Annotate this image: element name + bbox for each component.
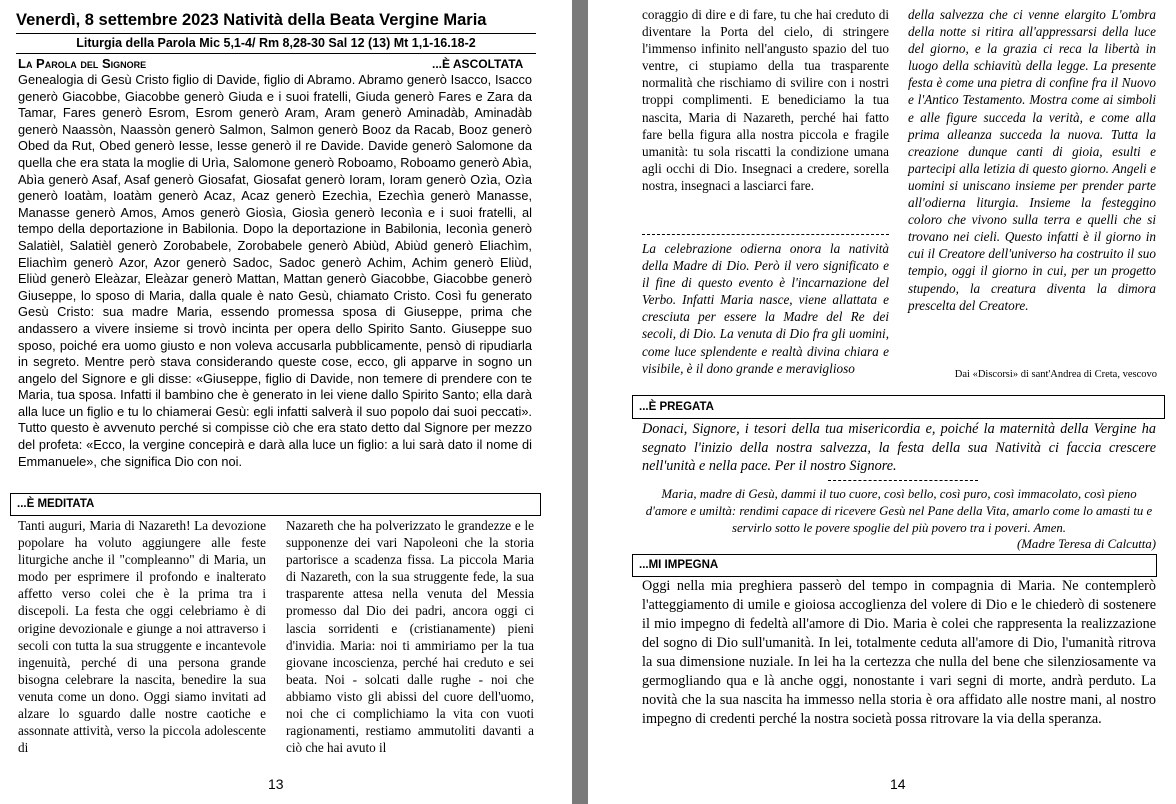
meditation-column-2: Nazareth che ha polverizzato le grandezze e le supponenze dei vari Napoleoni che la storia partorisce a scadenza fissa. La piccola Maria di Nazareth, con la sua struggente fede, la sua trasparente attesa nella venuta del Messia promesso dal Dio dei padri, ancora oggi ci lascia sorridenti e (cristianamente) pieni d'invidia. Maria: noi ti ammiriamo per la tua giovane incoscienza, perché hai creduto e sei beata. Noi - solcati dalle rughe - noi che abbiamo visto gli abissi del cuore dell'uomo, noi che ci complichiamo la vita con vuoti ragionamenti, restiamo ammutoliti davanti a ciò che hai avuto il	[286, 518, 534, 756]
reading-text-left: La celebrazione odierna onora la natività della Madre di Dio. Però il vero significato e il fine di questo evento è l'incarnazione del Verbo. Infatti Maria nasce, viene allattata e cresciuta per essere la Madre del Re dei secoli, di Dio. La venuta di Dio fra gli uomini, come luce splendente e realtà divina chiara e visibile, è il dono grande e meraviglioso	[642, 241, 889, 376]
title-rule	[16, 33, 536, 34]
page-number: 13	[268, 776, 284, 792]
meditation-column-1: Tanti auguri, Maria di Nazareth! La devozione popolare ha voluto aggiungere alle feste liturgiche anche il "compleanno" di Maria, un modo per esprimere il profondo e inalterato affetto verso colei che è la prima tra i discepoli. La festa che oggi celebriamo è di origine devozionale e giunge a noi attraverso i secoli con tutta la sua struggente e incantevole ingenuità, perché di una persona grande bisogna celebrare la nascita, benedire la sua venuta come un dono. Oggi siamo invitati ad alzare lo sguardo dalle nostre caotiche e assonnate attività, verso la piccola adolescente di	[18, 518, 266, 756]
page-title: Venerdì, 8 settembre 2023 Natività della Beata Vergine Maria	[16, 11, 487, 29]
teresa-quote: Maria, madre di Gesù, dammi il tuo cuore, così bello, così puro, così immacolato, così pieno d'amore e umiltà: rendimi capace di ricevere Gesù nel Pane della Vita, amarlo come lo amasti tu e servirlo sotto le povere spoglie del più povero tra i poveri. Amen.	[645, 487, 1153, 536]
teresa-attribution: (Madre Teresa di Calcutta)	[1017, 537, 1156, 551]
liturgy-line: Liturgia della Parola Mic 5,1-4/ Rm 8,28-30 Sal 12 (13) Mt 1,1-16.18-2	[76, 36, 476, 50]
page-13	[0, 0, 572, 804]
divider-dashed	[642, 234, 889, 235]
page-14	[588, 0, 1176, 804]
meditation-continued: coraggio di dire e di fare, tu che hai creduto di diventare la Porta del cielo, di stringere l'immenso infinito nell'angusto spazio del tuo ventre, ci stupiamo della tua trasparente normalità che rischiamo di svilire con i nostri troppi complimenti. E benediciamo la tua nascita, Maria di Nazareth, perché hai fatto fare bella figura alla nostra piccola e fragile umanità: tu sola riscatti la condizione umana agli occhi di Dio. Insegnaci a credere, sorella nostra, insegnaci a lasciarci fare.	[642, 7, 889, 193]
prayer-text: Donaci, Signore, i tesori della tua misericordia e, poiché la maternità della Vergine ha segnato l'inizio della nostra salvezza, la festa della sua Natività ci faccia crescere nell'unità e nella pace. Per il nostro Signore.	[642, 421, 1156, 474]
section-heading-prayed: ...È PREGATA	[632, 395, 1165, 419]
gospel-text: Genealogia di Gesù Cristo figlio di Davide, figlio di Abramo. Abramo generò Isacco, Isacco generò Giacobbe, Giacobbe generò Giuda e i suoi fratelli, Giuda generò Fares e Zara da Tamar, Fares generò Esrom, Esrom generò Aram, Aram generò Aminadàb, Aminadàb generò Naassòn, Naassòn generò Salmon, Salmon generò Booz da Racab, Booz generò Obed da Rut, Obed generò Iesse, Iesse generò il re Davide. Davide generò Salomone da quella che era stata la moglie di Urìa, Salomone generò Roboamo, Roboamo generò Abìa, Abìa generò Asaf, Asaf generò Giosafat, Giosafat generò Ioram, Ioram generò Ozìa, Ozìa generò Ioatàm, Ioatàm generò Acaz, Acaz generò Ezechìa, Ezechìa generò Manasse, Manasse generò Amos, Amos generò Giosìa, Giosìa generò Ieconìa e i suoi fratelli, al tempo della deportazione in Babilonia. Dopo la deportazione in Babilonia, Ieconìa generò Salatièl, Salatièl generò Zorobabele, Zorobabele generò Abiùd, Abiùd generò Eliachìm, Eliachìm generò Azor, Azor generò Sadoc, Sadoc generò Achim, Achim generò Eliùd, Eliùd generò Eleàzar, Eleàzar generò Mattan, Mattan generò Giacobbe, Giacobbe generò Giuseppe, lo sposo di Maria, dalla quale è nato Gesù, chiamato Cristo. Così fu generato Gesù Cristo: sua madre Maria, essendo promessa sposa di Giuseppe, prima che andassero a vivere insieme si trovò incinta per opera dello Spirito Santo. Giuseppe suo sposo, poiché era uomo giusto e non voleva accusarla pubblicamente, pensò di ripudiarla in segreto. Mentre però stava considerando queste cose, ecco, gli apparve in sogno un angelo del Signore e gli disse: «Giuseppe, figlio di Davide, non temere di prendere con te Maria, tua sposa. Infatti il bambino che è generato in lei viene dallo Spirito Santo; ella darà alla luce un figlio e tu lo chiamerai Gesù: egli infatti salverà il suo popolo dai suoi peccati». Tutto questo è avvenuto perché si compisse ciò che era stato detto dal Signore per mezzo del profeta: «Ecco, la vergine concepirà e darà alla luce un figlio: a lui sarà dato il nome di Emmanuele», che significa Dio con noi.	[18, 72, 532, 469]
page-number: 14	[890, 776, 906, 792]
reading-attribution: Dai «Discorsi» di sant'Andrea di Creta, vescovo	[954, 369, 1157, 380]
section-heading-word: La Parola del Signore	[18, 56, 147, 71]
liturgy-rule	[16, 53, 536, 54]
section-heading-meditated: ...È MEDITATA	[10, 493, 541, 516]
divider-dashed-short	[828, 480, 978, 481]
commitment-text: Oggi nella mia preghiera passerò del tempo in compagnia di Maria. Ne contemplerò l'atteggiamento di umile e gioiosa accoglienza del volere di Dio e le chiederò di sostenere il mio impegno di fedeltà all'amore di Dio. Maria è colei che rappresenta la realizzazione del sogno di Dio sull'umanità. In lei, totalmente ceduta all'amore di Dio, l'umanità ritrova la sua dimensione nuziale. In lei ha la certezza che nulla del bene che silenziosamente va germogliando qua e là anche oggi, nonostante i vari segni di morte, andrà perduto. La novità che la sua nascita ha immesso nella storia è ora affidato alle nostre mani, al nostro impegno di credenti perché la nostra società possa ritrovare la via della speranza.	[642, 578, 1156, 727]
section-heading-commits: ...MI IMPEGNA	[632, 554, 1157, 577]
reading-text-right: della salvezza che ci venne elargito L'ombra della notte si ritira all'appressarsi della luce del giorno, e la grazia ci reca la libertà in luogo della schiavitù della legge. La presente festa è come una pietra di confine fra il Nuovo e l'Antico Testamento. Mostra come ai simboli e alle figure succeda la verità, e come alla prima alleanza succeda la nuova. Tutta la creazione dunque canti di gioia, esulti e partecipi alla letizia di questo giorno. Angeli e uomini si uniscano insieme per prender parte all'odierna liturgia. Insieme la festeggino coloro che vivono sulla terra e quelli che si trovano nei cieli. Questo infatti è il giorno in cui il Creatore dell'universo ha costruito il suo tempio, oggi il giorno in cui, per un progetto stupendo, la creatura diventa la dimora prescelta del Creatore.	[908, 7, 1156, 313]
section-heading-listened: ...È ASCOLTATA	[432, 57, 524, 71]
